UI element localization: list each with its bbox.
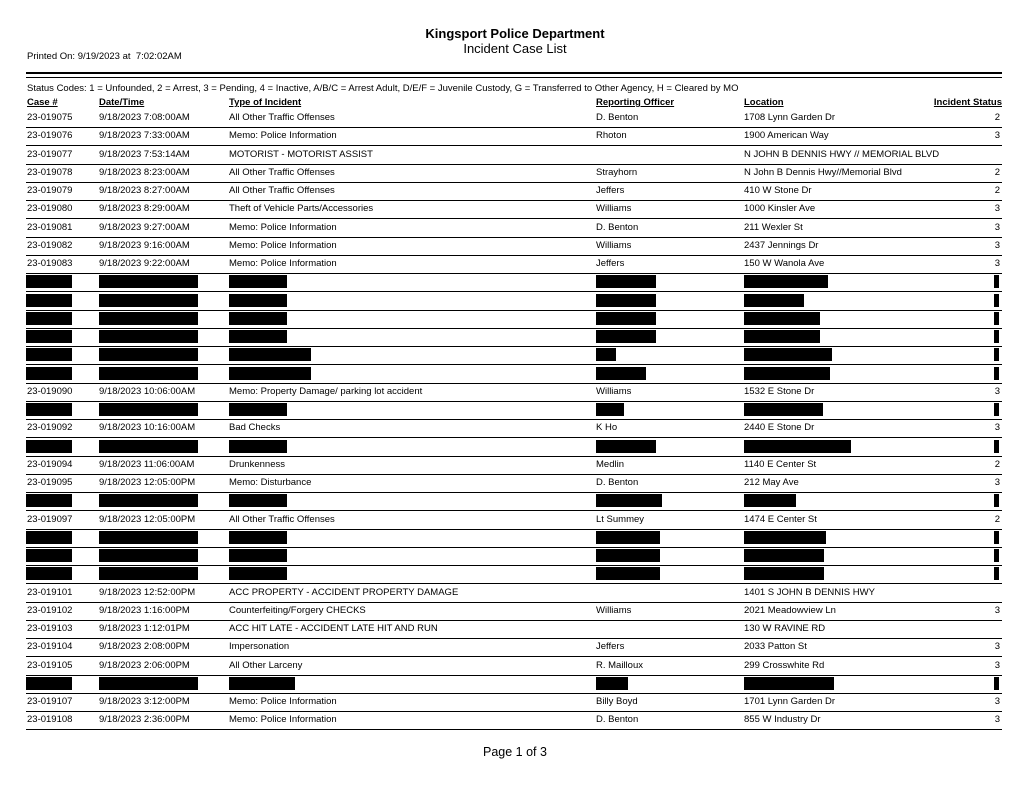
incident-type: Counterfeiting/Forgery CHECKS: [229, 604, 366, 616]
redacted-case-bar: [26, 330, 72, 343]
redacted-case-bar: [26, 567, 72, 580]
redacted-location-bar: [744, 440, 851, 453]
case-number: 23-019092: [27, 422, 73, 434]
reporting-officer: Jeffers: [596, 258, 625, 269]
case-number: 23-019076: [27, 130, 73, 142]
redacted-location-bar: [744, 367, 830, 380]
redacted-type-bar: [229, 549, 287, 562]
incident-status: 2: [994, 112, 1000, 123]
redacted-case-bar: [26, 367, 72, 380]
table-row: [26, 620, 1002, 639]
case-number: 23-019080: [27, 203, 73, 215]
incident-datetime: 9/18/2023 8:29:00AM: [99, 203, 190, 215]
redacted-status-bar: [994, 275, 999, 288]
redacted-location-bar: [744, 312, 820, 325]
redacted-location-bar: [744, 348, 832, 361]
reporting-officer: D. Benton: [596, 221, 639, 233]
redacted-type-bar: [229, 567, 287, 580]
case-number: 23-019079: [27, 185, 73, 196]
redacted-location-bar: [744, 531, 826, 544]
incident-location: 299 Crosswhite Rd: [744, 659, 825, 671]
incident-datetime: 9/18/2023 11:06:00AM: [99, 458, 195, 470]
redacted-date-bar: [99, 312, 198, 325]
printed-on: [27, 51, 182, 62]
incident-datetime: 9/18/2023 9:27:00AM: [99, 221, 190, 233]
redacted-date-bar: [99, 440, 198, 453]
redacted-type-bar: [229, 677, 295, 690]
incident-datetime: 9/18/2023 10:16:00AM: [99, 422, 196, 434]
status-codes-legend: Status Codes: 1 = Unfounded, 2 = Arrest, 3 = Pending, 4 = Inactive, A/B/C = Arrest Adult, D/E/F = Juvenile Custody, G = Transferred to Other Agency, H = Cleared by MO: [27, 83, 739, 94]
incident-location: 212 May Ave: [744, 477, 799, 488]
table-row-redacted: [26, 401, 1002, 420]
incident-location: 2440 E Stone Dr: [744, 422, 815, 434]
redacted-officer-bar: [596, 312, 656, 325]
incident-location: N John B Dennis Hwy//Memorial Blvd: [744, 166, 902, 178]
reporting-officer: Williams: [596, 239, 632, 251]
redacted-officer-bar: [596, 348, 616, 361]
incident-status: 3: [994, 221, 1000, 233]
redacted-date-bar: [99, 677, 198, 690]
table-row: [26, 474, 1002, 493]
report-title: Kingsport Police Department: [425, 26, 605, 41]
redacted-type-bar: [229, 440, 287, 453]
incident-location: 855 W Industry Dr: [744, 714, 821, 726]
incident-datetime: 9/18/2023 2:36:00PM: [99, 714, 190, 726]
header-divider: [26, 72, 1002, 74]
incident-location: 2021 Meadowview Ln: [744, 604, 836, 616]
incident-datetime: 9/18/2023 12:05:00PM: [99, 477, 196, 488]
redacted-status-bar: [994, 312, 999, 325]
table-row: [26, 255, 1002, 274]
redacted-date-bar: [99, 494, 198, 507]
redacted-status-bar: [994, 531, 999, 544]
incident-location: N JOHN B DENNIS HWY // MEMORIAL BLVD: [744, 148, 940, 160]
reporting-officer: Jeffers: [596, 641, 625, 653]
incident-datetime: 9/18/2023 2:08:00PM: [99, 641, 190, 653]
redacted-date-bar: [99, 348, 198, 361]
case-number: 23-019077: [27, 148, 73, 160]
table-row: [26, 164, 1002, 183]
redacted-status-bar: [994, 440, 999, 453]
incident-datetime: 9/18/2023 1:12:01PM: [99, 623, 190, 634]
incident-type: ACC PROPERTY - ACCIDENT PROPERTY DAMAGE: [229, 586, 459, 598]
case-number: 23-019097: [27, 513, 73, 525]
redacted-location-bar: [744, 567, 824, 580]
incident-datetime: 9/18/2023 8:27:00AM: [99, 185, 190, 196]
redacted-type-bar: [229, 348, 311, 361]
incident-type: Memo: Police Information: [229, 714, 337, 726]
incident-datetime: 9/18/2023 12:05:00PM: [99, 513, 196, 525]
table-row-redacted: [26, 438, 1002, 457]
redacted-officer-bar: [596, 275, 656, 288]
table-row: [26, 584, 1002, 603]
table-row: [26, 602, 1002, 621]
reporting-officer: Lt Summey: [596, 513, 645, 525]
table-row-redacted: [26, 529, 1002, 548]
reporting-officer: Williams: [596, 203, 632, 215]
reporting-officer: K Ho: [596, 422, 618, 434]
redacted-date-bar: [99, 275, 198, 288]
redacted-status-bar: [994, 677, 999, 690]
redacted-status-bar: [994, 494, 999, 507]
reporting-officer: Strayhorn: [596, 166, 638, 178]
incident-type: Memo: Police Information: [229, 221, 337, 233]
incident-location: 1701 Lynn Garden Dr: [744, 696, 836, 707]
table-row: [26, 419, 1002, 438]
redacted-location-bar: [744, 294, 804, 307]
redacted-location-bar: [744, 275, 828, 288]
table-row: [26, 237, 1002, 256]
redacted-location-bar: [744, 494, 796, 507]
incident-datetime: 9/18/2023 9:22:00AM: [99, 258, 190, 269]
redacted-location-bar: [744, 403, 823, 416]
incident-type: All Other Larceny: [229, 659, 303, 671]
table-row: [26, 127, 1002, 146]
incident-location: 1532 E Stone Dr: [744, 385, 815, 397]
incident-type: Theft of Vehicle Parts/Accessories: [229, 203, 374, 215]
redacted-type-bar: [229, 294, 287, 307]
incident-datetime: 9/18/2023 2:06:00PM: [99, 659, 190, 671]
incident-status: 3: [994, 130, 1000, 142]
case-number: 23-019103: [27, 623, 73, 634]
incident-status: 3: [994, 385, 1000, 397]
incident-location: 211 Wexler St: [744, 221, 803, 233]
column-header-type: Type of Incident: [229, 97, 302, 108]
redacted-officer-bar: [596, 567, 660, 580]
redacted-officer-bar: [596, 330, 656, 343]
case-number: 23-019082: [27, 239, 73, 251]
incident-type: MOTORIST - MOTORIST ASSIST: [229, 148, 373, 160]
incident-type: Memo: Police Information: [229, 239, 337, 251]
incident-status: 2: [994, 513, 1000, 525]
redacted-date-bar: [99, 567, 198, 580]
redacted-case-bar: [26, 348, 72, 361]
redacted-case-bar: [26, 494, 72, 507]
redacted-case-bar: [26, 531, 72, 544]
incident-location: 410 W Stone Dr: [744, 185, 812, 196]
incident-type: Drunkenness: [229, 458, 285, 470]
incident-type: Memo: Property Damage/ parking lot accident: [229, 385, 423, 397]
redacted-date-bar: [99, 403, 198, 416]
redacted-officer-bar: [596, 531, 660, 544]
redacted-case-bar: [26, 294, 72, 307]
incident-status: 3: [994, 696, 1000, 707]
table-row-redacted: [26, 346, 1002, 365]
incident-location: 1474 E Center St: [744, 513, 817, 525]
redacted-case-bar: [26, 549, 72, 562]
redacted-date-bar: [99, 367, 198, 380]
redacted-location-bar: [744, 677, 834, 690]
incident-datetime: 9/18/2023 3:12:00PM: [99, 696, 190, 707]
incident-status: 2: [994, 185, 1000, 196]
redacted-case-bar: [26, 403, 72, 416]
case-number: 23-019095: [27, 477, 73, 488]
case-number: 23-019083: [27, 258, 73, 269]
incident-datetime: 9/18/2023 9:16:00AM: [99, 239, 190, 251]
table-row: [26, 182, 1002, 201]
incident-status: 3: [994, 258, 1000, 269]
redacted-status-bar: [994, 549, 999, 562]
column-header-date: Date/Time: [99, 97, 145, 108]
redacted-type-bar: [229, 494, 287, 507]
redacted-status-bar: [994, 294, 999, 307]
redacted-officer-bar: [596, 403, 624, 416]
redacted-date-bar: [99, 531, 198, 544]
incident-status: 3: [994, 714, 1000, 726]
incident-location: 150 W Wanola Ave: [744, 258, 825, 269]
incident-type: Impersonation: [229, 641, 290, 653]
table-row: [26, 511, 1002, 530]
redacted-status-bar: [994, 330, 999, 343]
incident-status: 3: [994, 239, 1000, 251]
incident-type: Bad Checks: [229, 422, 281, 434]
table-row: [26, 383, 1002, 402]
redacted-case-bar: [26, 440, 72, 453]
case-number: 23-019102: [27, 604, 73, 616]
incident-location: 1401 S JOHN B DENNIS HWY: [744, 586, 875, 598]
case-number: 23-019104: [27, 641, 73, 653]
table-row: [26, 711, 1002, 730]
redacted-officer-bar: [596, 440, 656, 453]
table-row-redacted: [26, 547, 1002, 566]
case-number: 23-019101: [27, 586, 73, 598]
incident-status: 3: [994, 203, 1000, 215]
column-header-location: Location: [744, 97, 784, 108]
incident-status: 3: [994, 422, 1000, 434]
table-row-redacted: [26, 365, 1002, 384]
redacted-type-bar: [229, 367, 311, 380]
table-row: [26, 146, 1002, 165]
incident-status: 3: [994, 604, 1000, 616]
incident-datetime: 9/18/2023 8:23:00AM: [99, 166, 190, 178]
header-divider-thin: [26, 77, 1002, 78]
printed-time: 7:02:02AM: [135, 51, 182, 62]
incident-datetime: 9/18/2023 10:06:00AM: [99, 385, 196, 397]
table-row: [26, 638, 1002, 657]
redacted-location-bar: [744, 549, 824, 562]
redacted-date-bar: [99, 330, 198, 343]
reporting-officer: D. Benton: [596, 714, 639, 726]
incident-status: 3: [994, 641, 1000, 653]
redacted-type-bar: [229, 312, 287, 325]
incident-status: 3: [994, 477, 1000, 488]
redacted-type-bar: [229, 275, 287, 288]
incident-datetime: 9/18/2023 7:33:00AM: [99, 130, 190, 142]
reporting-officer: D. Benton: [596, 477, 639, 488]
incident-type: Memo: Disturbance: [229, 477, 312, 488]
report-subtitle: Incident Case List: [463, 41, 567, 56]
redacted-type-bar: [229, 403, 287, 416]
case-number: 23-019107: [27, 696, 73, 707]
incident-datetime: 9/18/2023 7:53:14AM: [99, 148, 190, 160]
column-header-officer: Reporting Officer: [596, 97, 675, 108]
table-row: [26, 219, 1002, 238]
incident-datetime: 9/18/2023 7:08:00AM: [99, 112, 190, 123]
redacted-case-bar: [26, 275, 72, 288]
incident-type: ACC HIT LATE - ACCIDENT LATE HIT AND RUN: [229, 623, 438, 634]
column-header-status: Incident Status: [933, 97, 1002, 108]
redacted-officer-bar: [596, 549, 660, 562]
incident-status: 3: [994, 659, 1000, 671]
redacted-type-bar: [229, 531, 287, 544]
case-number: 23-019090: [27, 385, 73, 397]
reporting-officer: Medlin: [596, 458, 624, 470]
reporting-officer: Jeffers: [596, 185, 625, 196]
redacted-date-bar: [99, 294, 198, 307]
incident-location: 1000 Kinsler Ave: [744, 203, 816, 215]
redacted-status-bar: [994, 567, 999, 580]
redacted-case-bar: [26, 677, 72, 690]
incident-type: All Other Traffic Offenses: [229, 513, 335, 525]
page-number: Page 1 of 3: [483, 745, 547, 759]
redacted-type-bar: [229, 330, 287, 343]
case-number: 23-019094: [27, 458, 73, 470]
redacted-officer-bar: [596, 677, 628, 690]
printed-label: Printed On: 9/19/2023 at: [27, 51, 131, 62]
incident-location: 1140 E Center St: [744, 458, 817, 470]
redacted-officer-bar: [596, 294, 656, 307]
table-row: [26, 657, 1002, 676]
table-row-redacted: [26, 565, 1002, 584]
incident-location: 1708 Lynn Garden Dr: [744, 112, 836, 123]
table-row-redacted: [26, 675, 1002, 694]
table-row-redacted: [26, 310, 1002, 329]
reporting-officer: Rhoton: [596, 130, 627, 142]
redacted-officer-bar: [596, 494, 662, 507]
column-header-case: Case #: [27, 97, 58, 108]
incident-type: All Other Traffic Offenses: [229, 185, 335, 196]
redacted-date-bar: [99, 549, 198, 562]
incident-type: All Other Traffic Offenses: [229, 166, 335, 178]
redacted-case-bar: [26, 312, 72, 325]
incident-location: 2437 Jennings Dr: [744, 239, 819, 251]
case-number: 23-019108: [27, 714, 73, 726]
reporting-officer: Billy Boyd: [596, 696, 638, 707]
reporting-officer: Williams: [596, 385, 632, 397]
reporting-officer: R. Mailloux: [596, 659, 643, 671]
table-row-redacted: [26, 328, 1002, 347]
redacted-location-bar: [744, 330, 820, 343]
case-number: 23-019075: [27, 112, 73, 123]
table-row: [26, 456, 1002, 475]
redacted-status-bar: [994, 348, 999, 361]
redacted-status-bar: [994, 403, 999, 416]
redacted-officer-bar: [596, 367, 646, 380]
incident-location: 2033 Patton St: [744, 641, 807, 653]
case-number: 23-019078: [27, 166, 73, 178]
case-number: 23-019081: [27, 221, 73, 233]
table-row-redacted: [26, 273, 1002, 292]
incident-location: 130 W RAVINE RD: [744, 623, 826, 634]
incident-type: Memo: Police Information: [229, 696, 337, 707]
incident-type: Memo: Police Information: [229, 130, 337, 142]
redacted-status-bar: [994, 367, 999, 380]
table-row: [26, 200, 1002, 219]
table-row-redacted: [26, 292, 1002, 311]
incident-status: 2: [994, 166, 1000, 178]
case-number: 23-019105: [27, 659, 73, 671]
table-row: [26, 109, 1002, 128]
incident-datetime: 9/18/2023 12:52:00PM: [99, 586, 196, 598]
table-row: [26, 693, 1002, 712]
incident-datetime: 9/18/2023 1:16:00PM: [99, 604, 190, 616]
incident-location: 1900 American Way: [744, 130, 829, 142]
incident-type: All Other Traffic Offenses: [229, 112, 335, 123]
reporting-officer: Williams: [596, 604, 632, 616]
table-row-redacted: [26, 492, 1002, 511]
incident-status: 2: [994, 458, 1000, 470]
reporting-officer: D. Benton: [596, 112, 639, 123]
incident-type: Memo: Police Information: [229, 258, 337, 269]
